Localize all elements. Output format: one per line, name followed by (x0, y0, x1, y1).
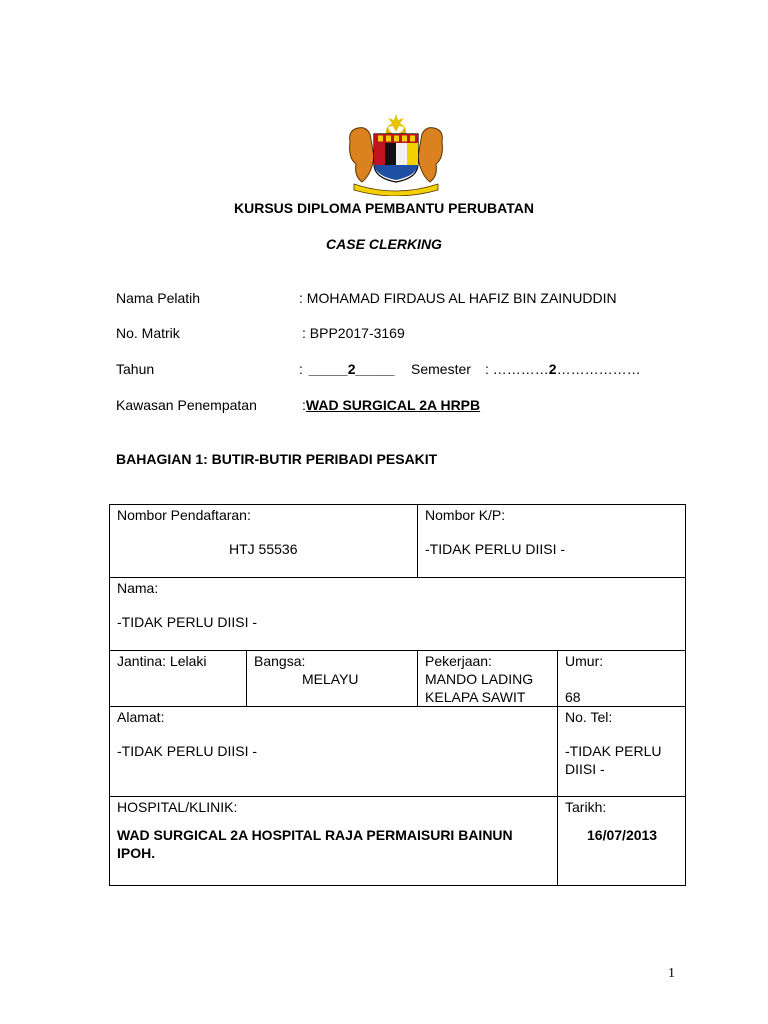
placement-value: WAD SURGICAL 2A HRPB (305, 397, 481, 413)
registration-cell (110, 505, 418, 578)
placement-label: Kawasan Penempatan (116, 397, 257, 413)
course-title: KURSUS DIPLOMA PEMBANTU PERUBATAN (234, 200, 534, 216)
age-label: Umur: (565, 653, 604, 669)
year-label: Tahun (116, 361, 155, 377)
page-number: 1 (668, 966, 675, 981)
matric-value: : BPP2017-3169 (302, 325, 405, 341)
phone-value-line2: DIISI - (565, 761, 605, 777)
patient-name-value: -TIDAK PERLU DIISI - (117, 614, 258, 630)
table-row (110, 505, 686, 578)
table-row (110, 651, 686, 707)
patient-details-table (109, 504, 686, 886)
phone-label: No. Tel: (565, 709, 613, 725)
registration-value: HTJ 55536 (229, 541, 298, 557)
address-label: Alamat: (117, 709, 165, 725)
date-value: 16/07/2013 (587, 827, 658, 843)
age-cell (558, 651, 686, 707)
age-value: 68 (565, 689, 581, 705)
coat-of-arms-emblem (344, 112, 448, 196)
table-row (110, 797, 686, 886)
ic-number-cell (418, 505, 686, 578)
registration-label: Nombor Pendaftaran: (117, 507, 251, 523)
section-title: BAHAGIAN 1: BUTIR-BUTIR PERIBADI PESAKIT (116, 451, 438, 467)
date-cell (558, 797, 686, 886)
occupation-cell (418, 651, 558, 707)
matric-label: No. Matrik (116, 325, 180, 341)
placement-prefix: : (302, 397, 306, 413)
hospital-cell (110, 797, 558, 886)
race-label: Bangsa: (254, 653, 306, 669)
address-cell (110, 707, 558, 797)
year-value: _____2_____ (308, 361, 395, 377)
ic-number-value: -TIDAK PERLU DIISI - (425, 541, 566, 557)
table-row (110, 578, 686, 651)
trainee-name-value: : MOHAMAD FIRDAUS AL HAFIZ BIN ZAINUDDIN (299, 290, 617, 306)
hospital-label: HOSPITAL/KLINIK: (117, 799, 238, 815)
document-title: CASE CLERKING (326, 236, 442, 252)
race-value: MELAYU (302, 671, 359, 687)
hospital-value-line2: IPOH. (117, 845, 156, 861)
occupation-value-line1: MANDO LADING (425, 671, 534, 687)
table-row (110, 707, 686, 797)
hospital-value-line1: WAD SURGICAL 2A HOSPITAL RAJA PERMAISURI BAINUN (117, 827, 513, 843)
semester-label: Semester (411, 361, 471, 377)
semester-suffix: ……………… (556, 361, 641, 377)
occupation-label: Pekerjaan: (425, 653, 492, 669)
placement-row (302, 397, 480, 413)
semester-prefix: : ………… (485, 361, 549, 377)
semester-row (485, 361, 641, 377)
address-value: -TIDAK PERLU DIISI - (117, 743, 258, 759)
trainee-name-label: Nama Pelatih (116, 290, 201, 306)
phone-value-line1: -TIDAK PERLU (565, 743, 662, 759)
ic-number-label: Nombor K/P: (425, 507, 506, 523)
occupation-value-line2: KELAPA SAWIT (425, 689, 526, 705)
semester-value: 2 (548, 361, 557, 377)
phone-cell (558, 707, 686, 797)
patient-name-label: Nama: (117, 580, 159, 596)
race-cell (247, 651, 418, 707)
gender-text: Jantina: Lelaki (117, 653, 207, 669)
patient-name-cell (110, 578, 686, 651)
year-row (299, 361, 394, 377)
gender-cell (110, 651, 247, 707)
year-prefix: : (299, 361, 303, 377)
date-label: Tarikh: (565, 799, 607, 815)
